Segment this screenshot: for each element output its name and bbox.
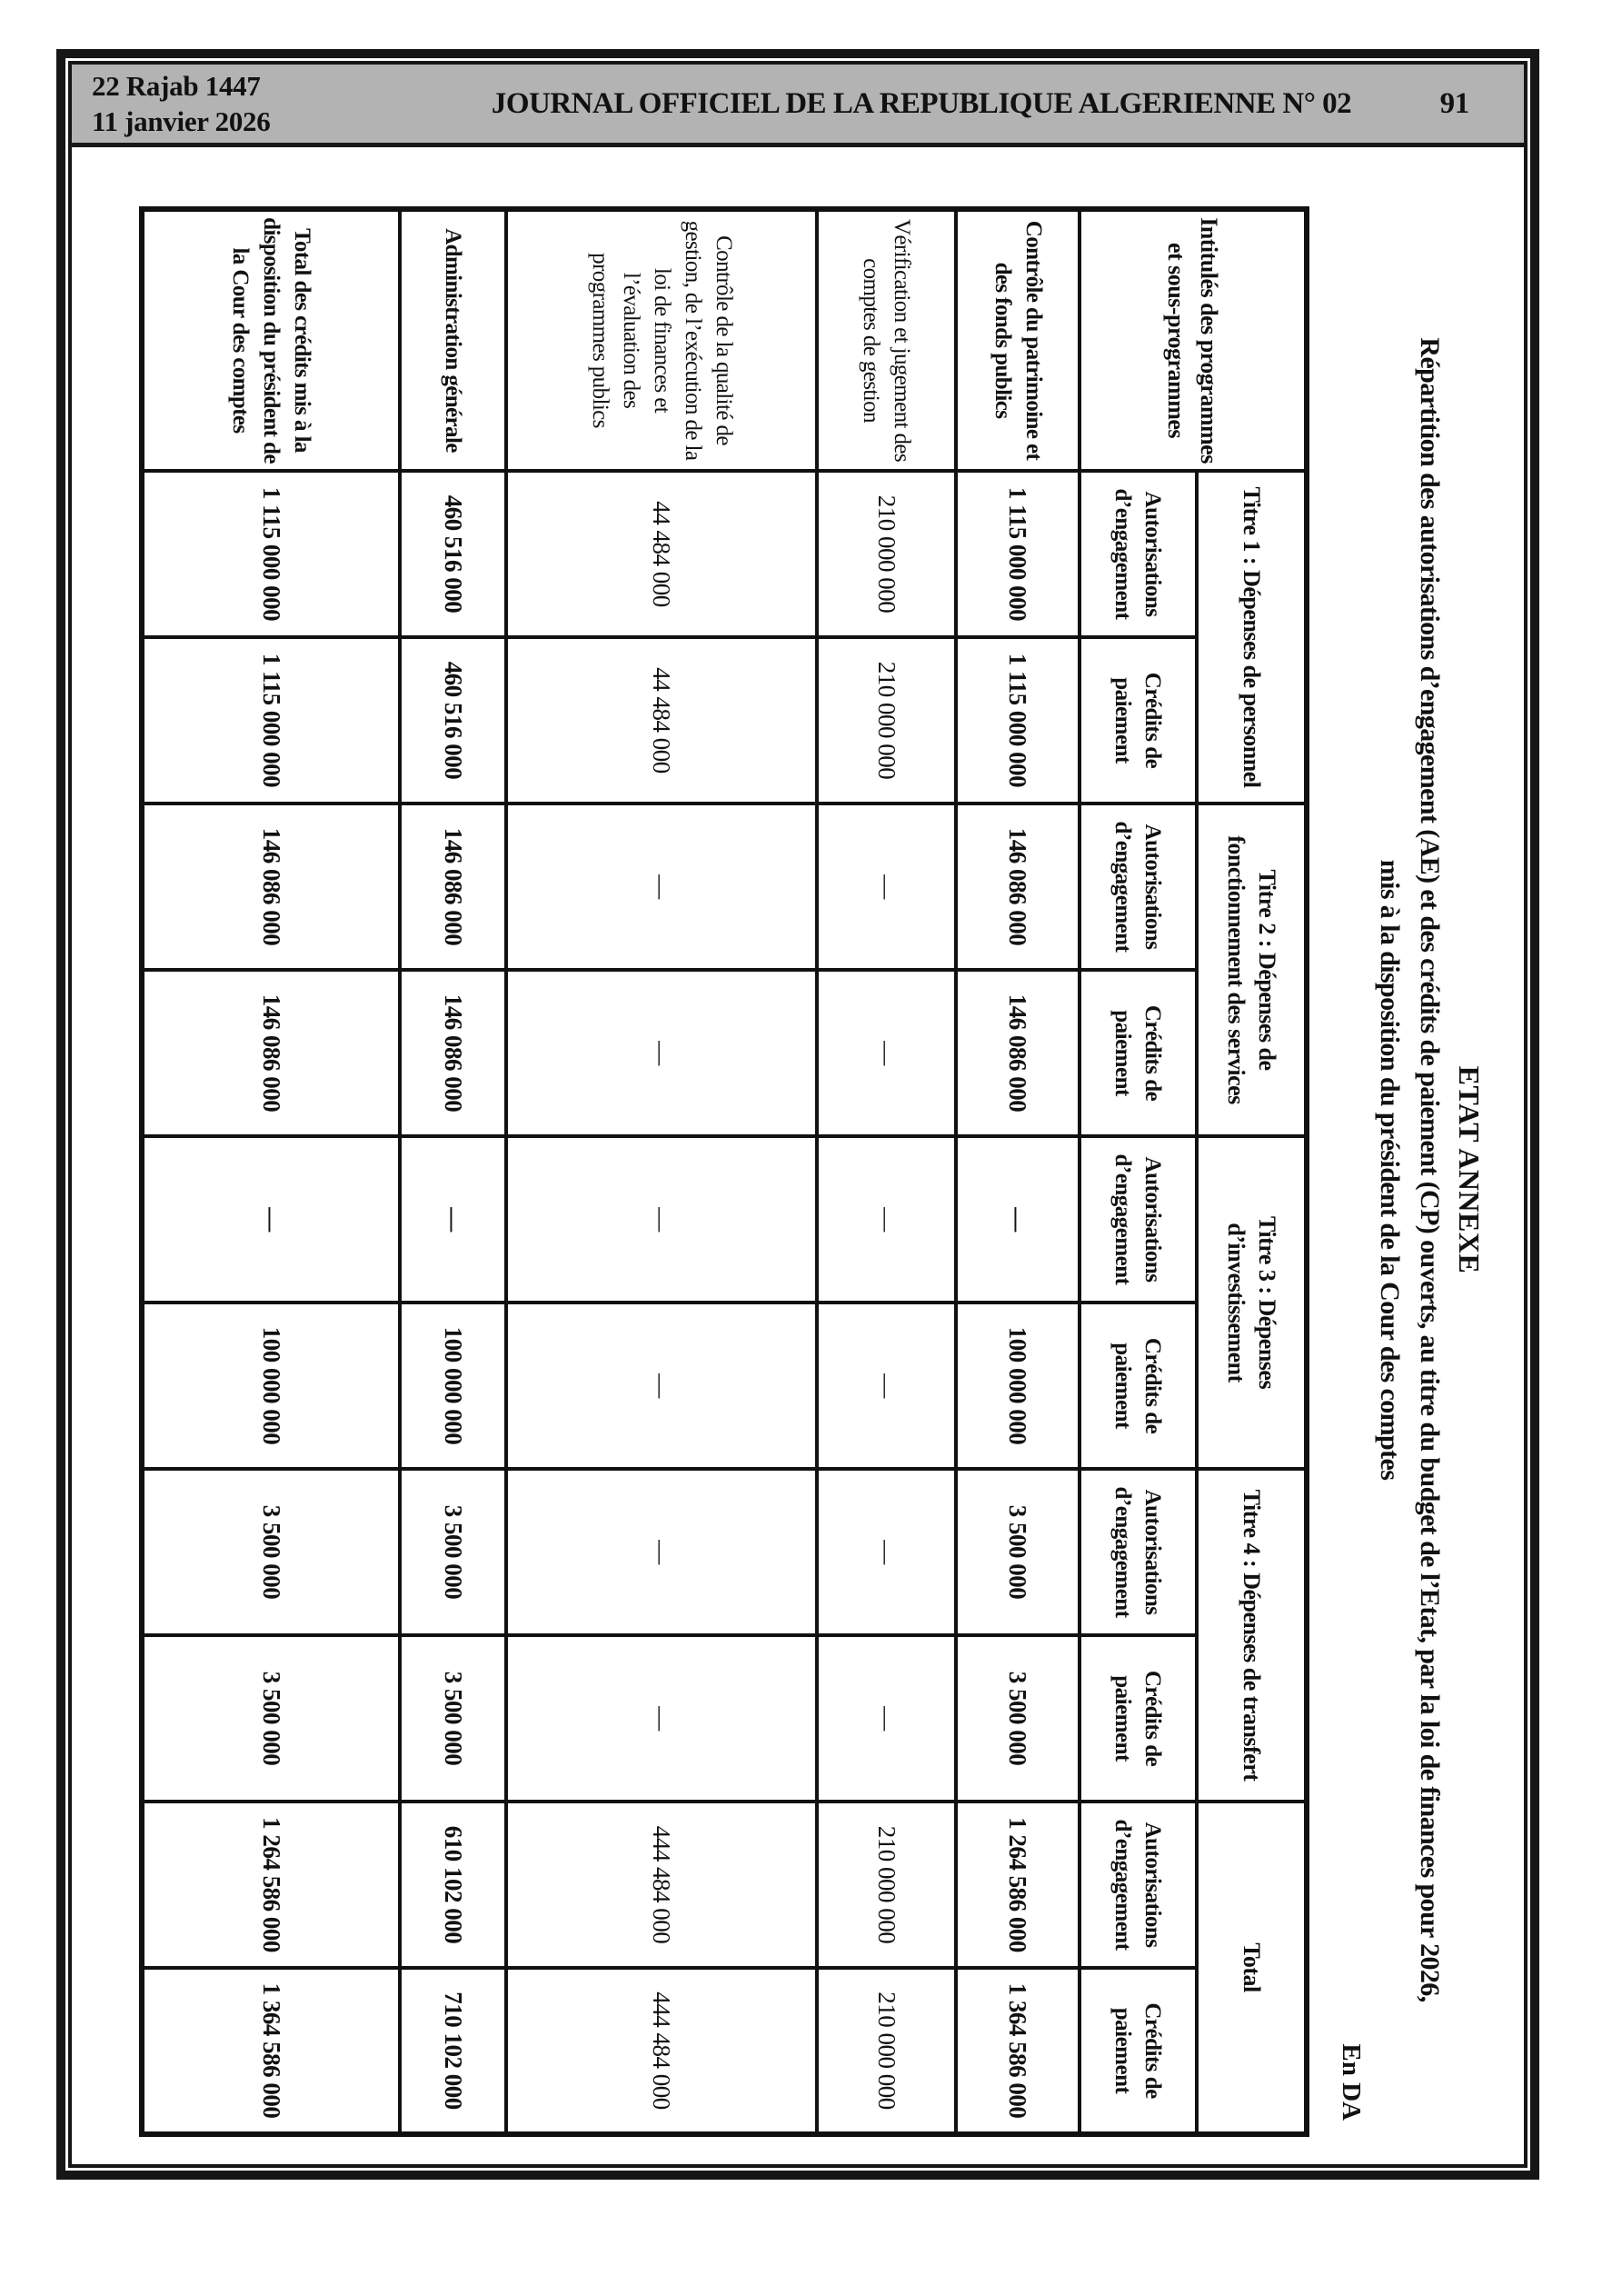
value-cell: 210 000 000 [817, 637, 956, 804]
value-cell: 710 102 000 [400, 1968, 506, 2134]
value-cell: — [506, 1469, 817, 1635]
table-row [956, 209, 1080, 2134]
value-cell: — [506, 804, 817, 970]
annex-block [137, 206, 1511, 2133]
value-cell: 610 102 000 [400, 1802, 506, 1968]
table-row [817, 209, 956, 2134]
budget-table [139, 206, 1309, 2137]
table-row [400, 209, 506, 2134]
row-label: Total des crédits mis à la disposition du président de la Cour des comptes [142, 209, 400, 471]
annex-title-line1: Répartition des autorisations d’engagement (AE) et des crédits de paiement (CP) ouverts, au titre du budget de l’Etat, par la loi de finances pour 2026, [1415, 337, 1445, 2002]
value-cell: — [817, 1303, 956, 1469]
cp-header-5: Crédits de paiement [1080, 1968, 1197, 2134]
group-header-2: Titre 2 : Dépenses de fonctionnement des services [1197, 804, 1307, 1136]
value-cell: — [817, 1136, 956, 1303]
value-cell: — [817, 970, 956, 1136]
ae-header-2: Autorisations d’engagement [1080, 804, 1197, 970]
group-header-4: Titre 4 : Dépenses de transfert [1197, 1469, 1307, 1802]
value-cell: 1 115 000 000 [956, 637, 1080, 804]
col-header-intitules: Intitulés des programmes et sous-programmes [1080, 209, 1307, 471]
value-cell: 210 000 000 [817, 1802, 956, 1968]
value-cell: 100 000 000 [956, 1303, 1080, 1469]
annex-title-line2: mis à la disposition du président de la Cour des comptes [1375, 859, 1405, 1481]
row-label: Contrôle de la qualité de gestion, de l’exécution de la loi de finances et l’évaluation des programmes publics [506, 209, 817, 471]
gregorian-date: 11 janvier 2026 [92, 105, 271, 137]
value-cell: 1 115 000 000 [142, 471, 400, 637]
table-row [506, 209, 817, 2134]
value-cell: 146 086 000 [956, 970, 1080, 1136]
row-label: Administration générale [400, 209, 506, 471]
cp-header-2: Crédits de paiement [1080, 970, 1197, 1136]
value-cell: 1 364 586 000 [956, 1968, 1080, 2134]
value-cell: 460 516 000 [400, 471, 506, 637]
value-cell: 146 086 000 [142, 970, 400, 1136]
value-cell: 1 364 586 000 [142, 1968, 400, 2134]
journal-masthead [72, 65, 1524, 147]
ae-header-4: Autorisations d’engagement [1080, 1469, 1197, 1635]
journal-title: JOURNAL OFFICIEL DE LA REPUBLIQUE ALGERIENNE N° 02 [491, 86, 1352, 120]
group-header-5: Total [1197, 1802, 1307, 2134]
value-cell: 100 000 000 [142, 1303, 400, 1469]
value-cell: — [817, 804, 956, 970]
value-cell: — [956, 1136, 1080, 1303]
header-group-row [1197, 209, 1307, 2134]
value-cell: 3 500 000 [400, 1469, 506, 1635]
row-label: Contrôle du patrimoine et des fonds publics [956, 209, 1080, 471]
value-cell: 146 086 000 [400, 804, 506, 970]
value-cell: — [506, 1303, 817, 1469]
issue-dates [92, 68, 483, 139]
value-cell: — [817, 1469, 956, 1635]
value-cell: 1 264 586 000 [142, 1802, 400, 1968]
hijri-date: 22 Rajab 1447 [92, 70, 261, 102]
ae-header-5: Autorisations d’engagement [1080, 1802, 1197, 1968]
group-header-1: Titre 1 : Dépenses de personnel [1197, 471, 1307, 804]
value-cell: 146 086 000 [142, 804, 400, 970]
value-cell: — [506, 1635, 817, 1802]
value-cell: 146 086 000 [400, 970, 506, 1136]
group-header-3: Titre 3 : Dépenses d’investissement [1197, 1136, 1307, 1469]
value-cell: 100 000 000 [400, 1303, 506, 1469]
value-cell: — [142, 1136, 400, 1303]
value-cell: 444 484 000 [506, 1802, 817, 1968]
value-cell: 1 115 000 000 [956, 471, 1080, 637]
header-sub-row [1080, 209, 1197, 2134]
value-cell: 3 500 000 [142, 1635, 400, 1802]
table-row [142, 209, 400, 2134]
value-cell: 210 000 000 [817, 471, 956, 637]
value-cell: 1 264 586 000 [956, 1802, 1080, 1968]
page-number: 91 [1439, 86, 1469, 120]
cp-header-4: Crédits de paiement [1080, 1635, 1197, 1802]
value-cell: — [506, 970, 817, 1136]
annex-heading: ETAT ANNEXE [1453, 1065, 1486, 1274]
value-cell: 460 516 000 [400, 637, 506, 804]
value-cell: 3 500 000 [400, 1635, 506, 1802]
ae-header-3: Autorisations d’engagement [1080, 1136, 1197, 1303]
row-label: Vérification et jugement des comptes de gestion [817, 209, 956, 471]
cp-header-1: Crédits de paiement [1080, 637, 1197, 804]
ae-header-1: Autorisations d’engagement [1080, 471, 1197, 637]
value-cell: 44 484 000 [506, 637, 817, 804]
unit-label: En DA [1337, 2043, 1366, 2121]
value-cell: 210 000 000 [817, 1968, 956, 2134]
value-cell: — [506, 1136, 817, 1303]
value-cell: 3 500 000 [142, 1469, 400, 1635]
value-cell: 146 086 000 [956, 804, 1080, 970]
value-cell: 1 115 000 000 [142, 637, 400, 804]
value-cell: 3 500 000 [956, 1635, 1080, 1802]
value-cell: 444 484 000 [506, 1968, 817, 2134]
value-cell: 3 500 000 [956, 1469, 1080, 1635]
value-cell: 44 484 000 [506, 471, 817, 637]
value-cell: — [400, 1136, 506, 1303]
value-cell: — [817, 1635, 956, 1802]
cp-header-3: Crédits de paiement [1080, 1303, 1197, 1469]
